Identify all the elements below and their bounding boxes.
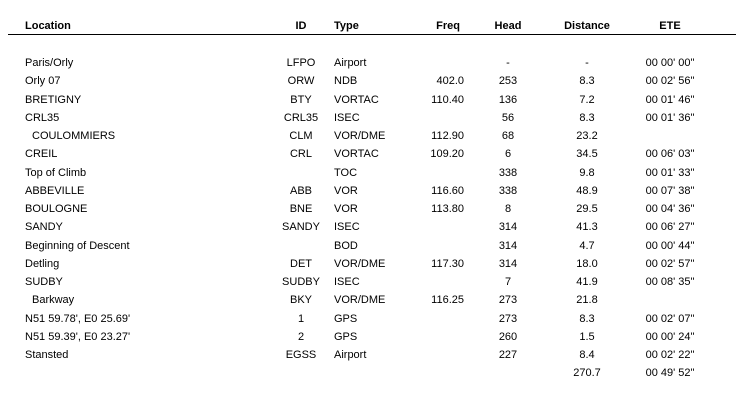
cell-distance: 1.5 (579, 330, 595, 343)
cell-type: ISEC (334, 276, 360, 288)
cell-location: ABBEVILLE (25, 184, 85, 197)
cell-ete: 00 01' 33" (645, 166, 695, 179)
cell-location: Paris/Orly (25, 57, 74, 69)
cell-type: VOR/DME (334, 130, 386, 142)
cell-id: EGSS (285, 349, 317, 361)
cell-ete: 00 06' 03" (645, 148, 695, 161)
cell-location: CREIL (25, 148, 58, 161)
cell-ete: 00 06' 27" (645, 221, 695, 234)
cell-ete: 00 01' 36" (645, 111, 695, 124)
table-row[interactable] (0, 220, 744, 238)
cell-ete: 00 02' 22" (645, 349, 695, 361)
cell-heading: 7 (504, 276, 512, 288)
table-row[interactable] (0, 166, 744, 184)
table-row[interactable] (0, 111, 744, 129)
cell-distance: 9.8 (579, 166, 595, 179)
cell-id: ABB (289, 184, 312, 197)
cell-id: LFPO (286, 57, 316, 69)
header-head[interactable]: Head (494, 20, 522, 32)
cell-freq: 116.60 (431, 184, 464, 197)
cell-location: Stansted (25, 349, 69, 361)
cell-type: VOR (334, 184, 358, 197)
cell-type: VORTAC (334, 148, 379, 161)
cell-freq: 117.30 (431, 257, 464, 270)
cell-location: Orly 07 (25, 75, 61, 88)
cell-type: VORTAC (334, 93, 379, 106)
cell-type: Airport (334, 349, 367, 361)
cell-distance: 34.5 (576, 148, 598, 161)
table-row[interactable] (0, 257, 744, 275)
table-row[interactable] (0, 74, 744, 92)
cell-distance: 7.2 (579, 93, 595, 106)
cell-type: ISEC (334, 221, 360, 234)
cell-distance: 41.9 (576, 276, 598, 288)
cell-heading: 314 (498, 239, 518, 252)
cell-location: N51 59.39', E0 23.27' (25, 330, 131, 343)
cell-distance: 29.5 (576, 203, 598, 215)
cell-distance: 8.3 (579, 111, 595, 124)
cell-location: BRETIGNY (25, 93, 82, 106)
cell-heading: 273 (498, 312, 518, 325)
cell-location: N51 59.78', E0 25.69' (25, 312, 131, 325)
cell-id: 1 (297, 312, 305, 325)
cell-type: TOC (334, 166, 358, 179)
cell-heading: 273 (498, 294, 518, 307)
cell-type: ISEC (334, 111, 360, 124)
cell-ete: 00 00' 00" (645, 57, 695, 69)
cell-type: VOR/DME (334, 257, 386, 270)
cell-ete: 00 02' 57" (645, 257, 695, 270)
header-id[interactable]: ID (295, 20, 307, 32)
cell-type: Airport (334, 57, 367, 69)
cell-location: Detling (25, 257, 60, 270)
cell-distance: 23.2 (576, 130, 598, 142)
cell-location: Barkway (32, 294, 75, 307)
table-row[interactable] (0, 330, 744, 348)
cell-heading: 227 (498, 349, 518, 361)
cell-id: 2 (297, 330, 305, 343)
cell-ete: 00 04' 36" (645, 203, 695, 215)
header-ete[interactable]: ETE (659, 20, 681, 32)
table-row[interactable] (0, 147, 744, 165)
cell-freq: 110.40 (431, 93, 464, 106)
cell-distance: 48.9 (576, 184, 598, 197)
cell-heading: 338 (498, 184, 518, 197)
cell-distance: 21.8 (576, 294, 598, 307)
cell-type: GPS (334, 312, 358, 325)
cell-heading: 260 (498, 330, 518, 343)
cell-heading: - (506, 57, 510, 69)
table-row[interactable] (0, 293, 744, 311)
cell-id: SANDY (282, 221, 320, 234)
table-row[interactable] (0, 239, 744, 257)
table-row[interactable] (0, 93, 744, 111)
header-distance[interactable]: Distance (564, 20, 610, 32)
cell-id: ORW (287, 75, 315, 88)
cell-heading: 56 (501, 111, 515, 124)
header-type[interactable]: Type (334, 20, 359, 32)
cell-id: CRL35 (283, 111, 319, 124)
cell-id: CLM (289, 130, 313, 142)
cell-ete: 00 02' 56" (645, 75, 695, 88)
cell-ete: 00 00' 24" (645, 330, 695, 343)
cell-ete: 00 00' 44" (645, 239, 695, 252)
cell-id: BNE (289, 203, 313, 215)
cell-id: BTY (290, 93, 312, 106)
cell-heading: 338 (498, 166, 518, 179)
cell-distance: - (585, 57, 589, 69)
cell-type: GPS (334, 330, 358, 343)
cell-location: COULOMMIERS (32, 130, 116, 142)
cell-id: SUDBY (282, 276, 320, 288)
cell-distance: 41.3 (576, 221, 598, 234)
cell-distance: 18.0 (576, 257, 598, 270)
cell-location: Beginning of Descent (25, 239, 130, 252)
cell-heading: 6 (504, 148, 512, 161)
table-row[interactable] (0, 275, 744, 293)
table-header (0, 0, 744, 34)
cell-location: CRL35 (25, 111, 60, 124)
cell-freq: 112.90 (431, 130, 464, 142)
cell-heading: 253 (498, 75, 518, 88)
cell-location: Top of Climb (25, 166, 87, 179)
cell-ete: 00 02' 07" (645, 312, 695, 325)
table-row[interactable] (0, 202, 744, 220)
table-row[interactable] (0, 184, 744, 202)
total-distance: 270.7 (573, 367, 601, 380)
cell-freq: 116.25 (431, 294, 464, 307)
table-row[interactable] (0, 56, 744, 74)
cell-freq: 109.20 (430, 148, 464, 161)
table-row[interactable] (0, 348, 744, 366)
header-freq[interactable]: Freq (436, 20, 460, 32)
total-ete: 00 49' 52" (645, 367, 695, 380)
cell-location: SANDY (25, 221, 63, 234)
cell-id: DET (290, 257, 312, 270)
totals-row (0, 366, 744, 384)
cell-ete: 00 01' 46" (645, 93, 695, 106)
header-location[interactable]: Location (25, 20, 71, 32)
header-divider (8, 34, 736, 35)
cell-location: SUDBY (25, 276, 63, 288)
cell-heading: 8 (504, 203, 512, 215)
cell-type: VOR (334, 203, 358, 215)
cell-heading: 314 (498, 221, 518, 234)
cell-heading: 314 (498, 257, 518, 270)
table-row[interactable] (0, 312, 744, 330)
cell-ete: 00 07' 38" (645, 184, 695, 197)
cell-type: VOR/DME (334, 294, 386, 307)
cell-heading: 136 (498, 93, 518, 106)
cell-freq: 402.0 (436, 75, 464, 88)
cell-distance: 8.4 (579, 349, 595, 361)
cell-distance: 8.3 (579, 75, 595, 88)
cell-id: BKY (289, 294, 312, 307)
cell-type: BOD (334, 239, 358, 252)
cell-ete: 00 08' 35" (645, 276, 695, 288)
cell-distance: 4.7 (579, 239, 595, 252)
table-row[interactable] (0, 129, 744, 147)
cell-type: NDB (334, 75, 358, 88)
cell-heading: 68 (501, 130, 515, 142)
cell-location: BOULOGNE (25, 203, 88, 215)
cell-freq: 113.80 (431, 203, 464, 215)
cell-id: CRL (289, 148, 312, 161)
cell-distance: 8.3 (579, 312, 595, 325)
